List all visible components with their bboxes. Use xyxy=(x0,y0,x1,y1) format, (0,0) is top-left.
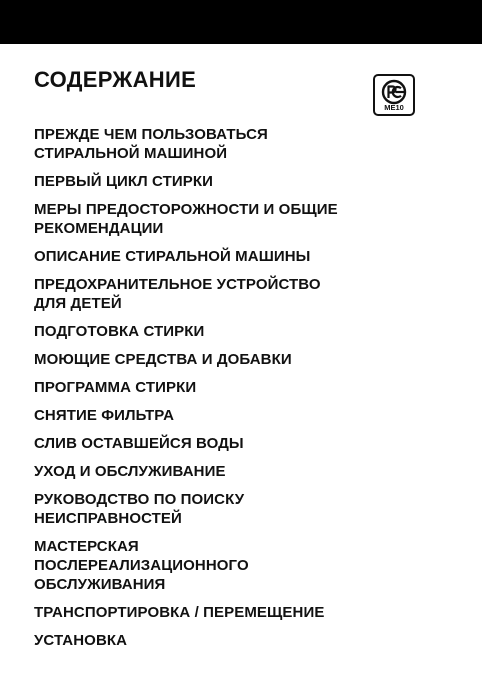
toc-item-after-sales-service: МАСТЕРСКАЯ ПОСЛЕРЕАЛИЗАЦИОННОГО ОБСЛУЖИВАНИЯ xyxy=(34,538,249,593)
toc-item-installation: УСТАНОВКА xyxy=(34,632,128,649)
toc-item-residual-water-drain: СЛИВ ОСТАВШЕЙСЯ ВОДЫ xyxy=(34,435,244,452)
rostest-pct-logo-icon xyxy=(381,79,407,105)
toc-item-preparing-wash: ПОДГОТОВКА СТИРКИ xyxy=(34,323,205,340)
toc-item-machine-description: ОПИСАНИЕ СТИРАЛЬНОЙ МАШИНЫ xyxy=(34,248,311,265)
toc-item-transport-relocation: ТРАНСПОРТИРОВКА / ПЕРЕМЕЩЕНИЕ xyxy=(34,604,325,621)
certification-mark xyxy=(373,74,415,116)
certification-code: ME10 xyxy=(384,103,404,112)
toc-item-wash-program: ПРОГРАММА СТИРКИ xyxy=(34,379,197,396)
toc-item-first-wash-cycle: ПЕРВЫЙ ЦИКЛ СТИРКИ xyxy=(34,173,213,190)
toc-item-care-maintenance: УХОД И ОБСЛУЖИВАНИЕ xyxy=(34,463,226,480)
toc-item-detergents-additives: МОЮЩИЕ СРЕДСТВА И ДОБАВКИ xyxy=(34,351,292,368)
toc-item-child-safety-device: ПРЕДОХРАНИТЕЛЬНОЕ УСТРОЙСТВО ДЛЯ ДЕТЕЙ xyxy=(34,276,321,312)
toc-item-filter-removal: СНЯТИЕ ФИЛЬТРА xyxy=(34,407,175,424)
toc-item-before-use: ПРЕЖДЕ ЧЕМ ПОЛЬЗОВАТЬСЯ СТИРАЛЬНОЙ МАШИНОЙ xyxy=(34,126,268,162)
toc-item-troubleshooting: РУКОВОДСТВО ПО ПОИСКУ НЕИСПРАВНОСТЕЙ xyxy=(34,491,245,527)
table-of-contents xyxy=(34,125,434,659)
page-title: СОДЕРЖАНИЕ xyxy=(34,67,197,92)
toc-item-safety-precautions: МЕРЫ ПРЕДОСТОРОЖНОСТИ И ОБЩИЕ РЕКОМЕНДАЦИИ xyxy=(34,201,338,237)
top-black-bar xyxy=(0,0,482,44)
